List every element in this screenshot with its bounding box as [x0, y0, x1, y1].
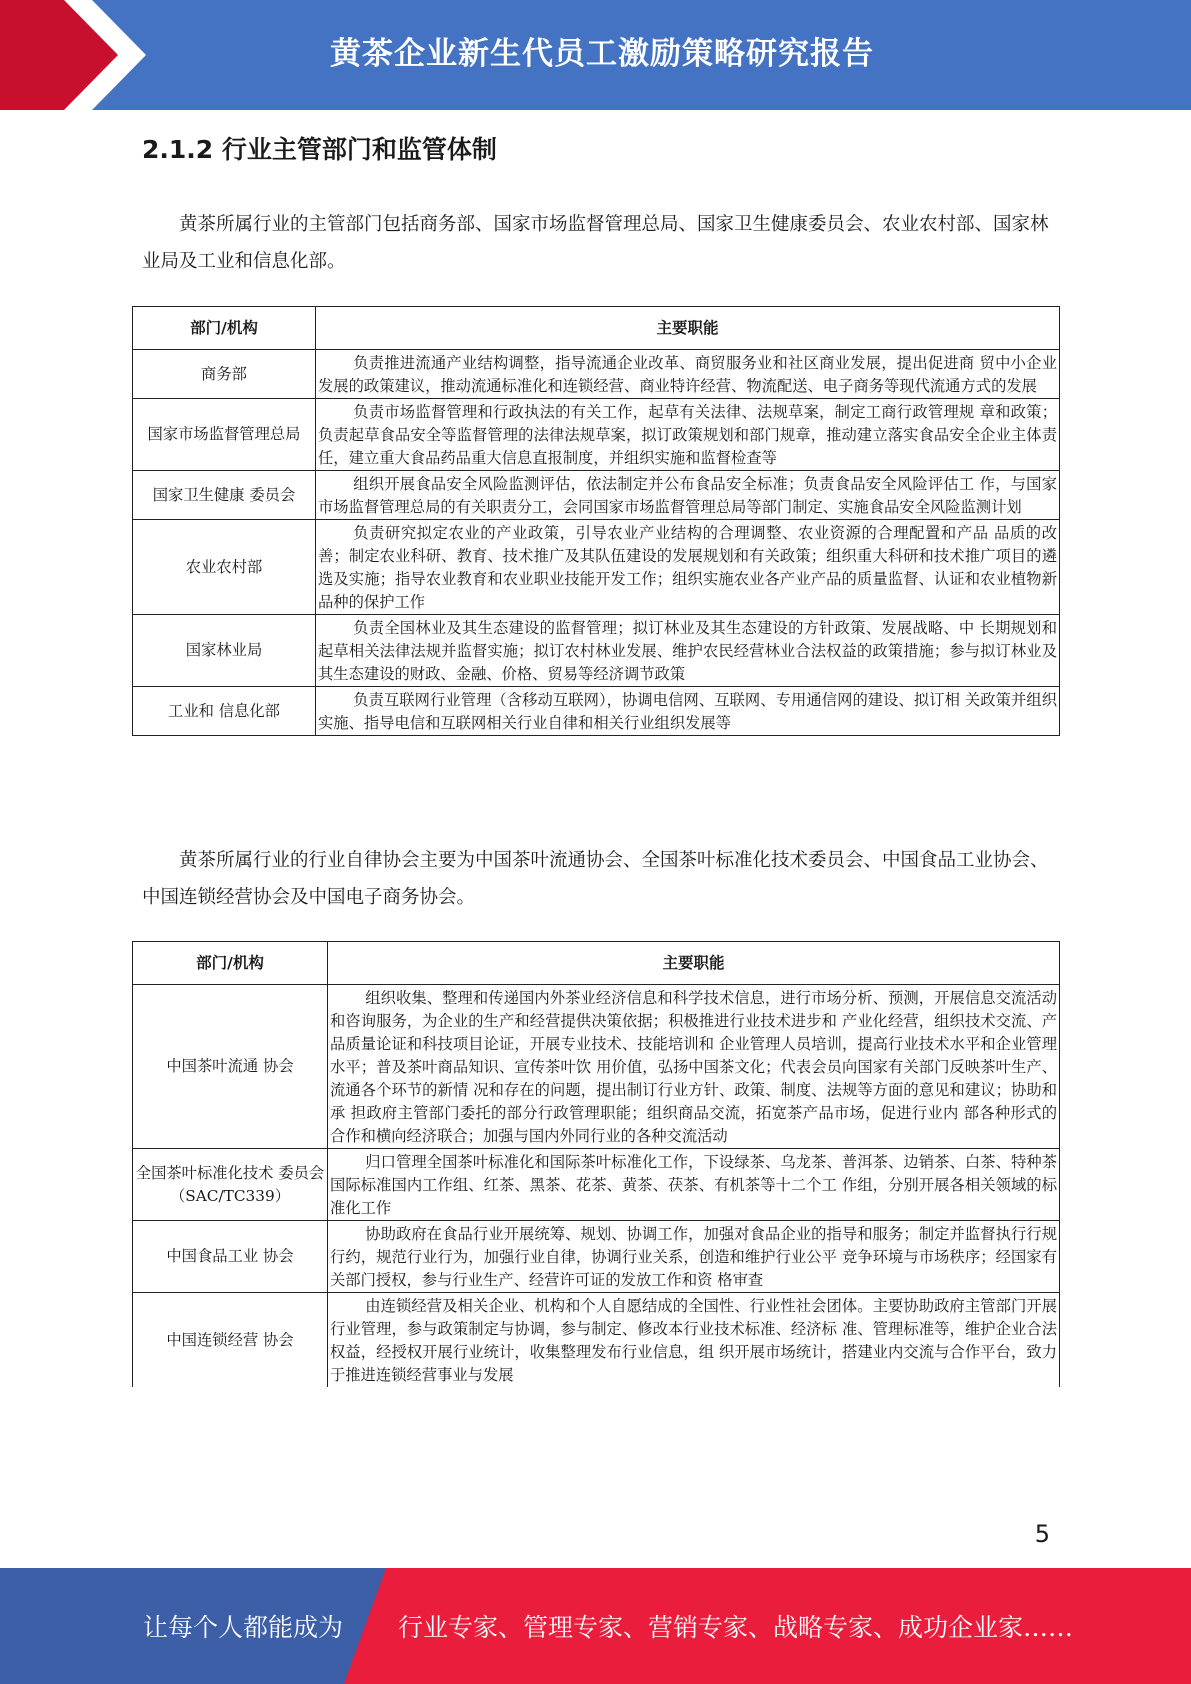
duty-cell: 组织开展食品安全风险监测评估，依法制定并公布食品安全标准；负责食品安全风险评估工 作，与国家市场监督管理总局的有关职责分工，会同国家市场监督管理总局等部门制定、实施食品安全风险监测计划 [316, 471, 1060, 520]
table-row [133, 1293, 1060, 1388]
dept-cell: 国家市场监督管理总局 [133, 399, 316, 471]
intro-paragraph: 黄茶所属行业的主管部门包括商务部、国家市场监督管理总局、国家卫生健康委员会、农业农村部、国家林业局及工业和信息化部。 [142, 214, 1049, 272]
table-header-row [133, 942, 1060, 985]
dept-cell: 全国茶叶标准化技术 委员会（SAC/TC339） [133, 1149, 328, 1221]
page-header [0, 0, 1191, 110]
dept-cell: 国家卫生健康 委员会 [133, 471, 316, 520]
duty-cell: 负责互联网行业管理（含移动互联网），协调电信网、互联网、专用通信网的建设、拟订相 关政策并组织实施、指导电信和互联网相关行业自律和相关行业组织发展等 [316, 687, 1060, 736]
table-row [133, 471, 1060, 520]
column-header-dept: 部门/机构 [133, 942, 328, 985]
page-footer [0, 1568, 1191, 1684]
table-header-row [133, 307, 1060, 350]
table-row [133, 350, 1060, 399]
table-row [133, 520, 1060, 615]
table-row [133, 1149, 1060, 1221]
dept-cell: 国家林业局 [133, 615, 316, 687]
table-row [133, 1221, 1060, 1293]
duty-cell: 组织收集、整理和传递国内外茶业经济信息和科学技术信息，进行市场分析、预测，开展信息交流活动和咨询服务，为企业的生产和经营提供决策依据；积极推进行业技术进步和 产业化经营，组织技术交流、产品质量论证和科技项目论证，开展专业技术、技能培训和 企业管理人员培训，提高行业技术水平和企业管理水平；普及茶叶商品知识、宣传茶叶饮 用价值，弘扬中国茶文化；代表会员向国家有关部门反映茶叶生产、流通各个环节的新情 况和存在的问题，提出制订行业方针、政策、制度、法规等方面的意见和建议；协助和承 担政府主管部门委托的部分行政管理职能；组织商品交流，拓宽茶产品市场，促进行业内 部各种形式的合作和横向经济联合；加强与国内外同行业的各种交流活动 [328, 985, 1060, 1149]
column-header-duty: 主要职能 [328, 942, 1060, 985]
duty-cell: 归口管理全国茶叶标准化和国际茶叶标准化工作，下设绿茶、乌龙茶、普洱茶、边销茶、白茶、特种茶国际标准国内工作组、红茶、黑茶、花茶、黄茶、茯茶、有机茶等十二个工 作组，分别开展各相关领域的标准化工作 [328, 1149, 1060, 1221]
header-title: 黄茶企业新生代员工激励策略研究报告 [330, 36, 874, 72]
table-row [133, 687, 1060, 736]
duty-cell: 由连锁经营及相关企业、机构和个人自愿结成的全国性、行业性社会团体。主要协助政府主管部门开展行业管理，参与政策制定与协调，参与制定、修改本行业技术标准、经济标 准、管理标准等，维护企业合法权益，经授权开展行业统计，收集整理发布行业信息，组 织开展市场统计，搭建业内交流与合作平台，致力于推进连锁经营事业与发展 [328, 1293, 1060, 1388]
table-row [133, 399, 1060, 471]
duty-cell: 负责市场监督管理和行政执法的有关工作，起草有关法律、法规草案，制定工商行政管理规 章和政策；负责起草食品安全等监督管理的法律法规草案，拟订政策规划和部门规章，推动建立落实食品安全企业主体责任，建立重大食品药品重大信息直报制度，并组织实施和监督检查等 [316, 399, 1060, 471]
footer-slogan-left: 让每个人都能成为 [143, 1613, 344, 1642]
associations-paragraph: 黄茶所属行业的行业自律协会主要为中国茶叶流通协会、全国茶叶标准化技术委员会、中国食品工业协会、中国连锁经营协会及中国电子商务协会。 [142, 850, 1049, 908]
dept-cell: 中国茶叶流通 协会 [133, 985, 328, 1149]
duty-cell: 负责全国林业及其生态建设的监督管理；拟订林业及其生态建设的方针政策、发展战略、中 长期规划和起草相关法律法规并监督实施；拟订农村林业发展、维护农民经营林业合法权益的政策措施；参与拟订林业及其生态建设的财政、金融、价格、贸易等经济调节政策 [316, 615, 1060, 687]
dept-cell: 工业和 信息化部 [133, 687, 316, 736]
associations-table [132, 941, 1060, 1387]
dept-cell: 农业农村部 [133, 520, 316, 615]
duty-cell: 负责研究拟定农业的产业政策，引导农业产业结构的合理调整、农业资源的合理配置和产品 品质的改善；制定农业科研、教育、技术推广及其队伍建设的发展规划和有关政策；组织重大科研和技术推广项目的遴选及实施；指导农业教育和农业职业技能开发工作；组织实施农业各产业产品的质量监督、认证和农业植物新品种的保护工作 [316, 520, 1060, 615]
table-row [133, 615, 1060, 687]
duty-cell: 协助政府在食品行业开展统筹、规划、协调工作，加强对食品企业的指导和服务；制定并监督执行行规行约，规范行业行为，加强行业自律，协调行业关系，创造和维护行业公平 竞争环境与市场秩序；经国家有关部门授权，参与行业生产、经营许可证的发放工作和资 格审查 [328, 1221, 1060, 1293]
column-header-duty: 主要职能 [316, 307, 1060, 350]
column-header-dept: 部门/机构 [133, 307, 316, 350]
table-row [133, 985, 1060, 1149]
section-heading: 2.1.2 行业主管部门和监管体制 [142, 135, 497, 164]
dept-cell: 商务部 [133, 350, 316, 399]
dept-cell: 中国连锁经营 协会 [133, 1293, 328, 1388]
footer-slogan-right: 行业专家、管理专家、营销专家、战略专家、成功企业家…… [398, 1613, 1074, 1642]
page-number: 5 [1034, 1520, 1050, 1548]
duty-cell: 负责推进流通产业结构调整，指导流通企业改革、商贸服务业和社区商业发展，提出促进商 贸中小企业发展的政策建议，推动流通标准化和连锁经营、商业特许经营、物流配送、电子商务等现代流通方式的发展 [316, 350, 1060, 399]
authorities-table [132, 306, 1060, 736]
dept-cell: 中国食品工业 协会 [133, 1221, 328, 1293]
